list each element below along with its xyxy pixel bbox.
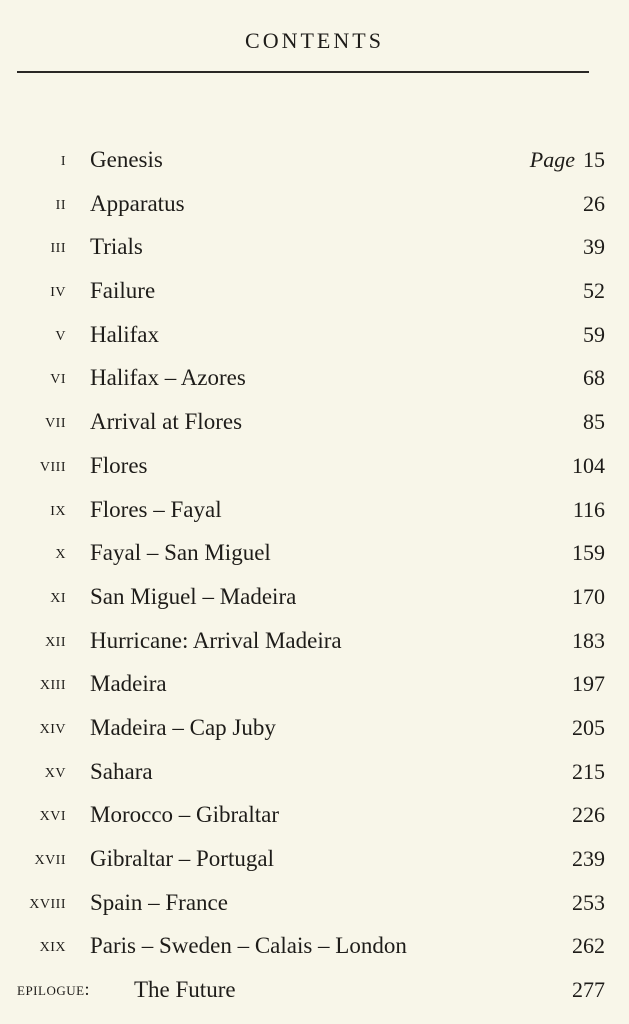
chapter-page-number: 170 [572,583,605,609]
chapter-entry-2 [0,182,629,226]
chapter-numeral: xiii [39,672,66,695]
chapter-entry-4 [0,269,629,313]
epilogue-page-number: 277 [572,977,605,1003]
chapter-title: Halifax [90,321,159,347]
chapter-title: Paris – Sweden – Calais – London [90,933,407,959]
chapter-entry-13 [0,662,629,706]
chapter-title: Gibraltar – Portugal [90,846,274,871]
chapter-numeral: xvi [39,803,66,826]
chapter-entry-12 [0,619,629,663]
chapter-title: Apparatus [90,190,185,216]
chapter-title: Failure [90,278,156,304]
chapter-page-number: 253 [572,889,605,915]
chapter-page-number: 197 [572,671,605,697]
chapter-title: Spain – France [90,889,228,915]
chapter-entry-17 [0,837,629,881]
chapter-page [530,138,605,182]
chapter-page-number: 104 [572,452,605,478]
chapter-numeral: vi [50,366,66,389]
chapter-title: Flores – Fayal [90,496,222,522]
epilogue-label: epilogue: [17,979,91,1000]
chapter-title: Sahara [90,758,153,784]
page-title: CONTENTS [245,28,384,53]
chapter-numeral: v [55,322,66,345]
chapter-page-number: 239 [572,846,605,871]
chapter-page-number: 68 [583,365,605,391]
chapter-numeral: iv [50,279,66,302]
chapter-title: Hurricane: Arrival Madeira [90,627,342,653]
chapter-numeral: xvii [34,847,66,869]
contents-list [0,138,629,1012]
chapter-numeral: iii [50,235,66,258]
chapter-title: Halifax – Azores [90,365,246,391]
chapter-page-number: 205 [572,714,605,740]
chapter-title: Genesis [90,147,163,172]
page-word: Page [529,147,575,172]
chapter-entry-18 [0,881,629,925]
chapter-numeral: xviii [29,890,66,913]
chapter-title: Madeira [90,671,167,697]
chapter-page-number: 262 [572,933,605,959]
chapter-title: Fayal – San Miguel [90,540,271,566]
chapter-entry-6 [0,356,629,400]
chapter-entry-15 [0,750,629,794]
chapter-numeral: viii [39,453,66,476]
chapter-page-number: 226 [572,802,605,828]
chapter-page-number: 15 [583,147,605,172]
epilogue-entry [0,968,629,1012]
chapter-numeral: xi [50,584,66,607]
title-rule [17,71,589,73]
chapter-title: Arrival at Flores [90,409,243,435]
chapter-entry-7 [0,400,629,444]
chapter-entry-3 [0,225,629,269]
chapter-title: Morocco – Gibraltar [90,802,280,828]
chapter-page-number: 183 [572,627,605,653]
chapter-page-number: 52 [583,278,605,304]
chapter-entry-1 [0,138,629,182]
chapter-numeral: ix [50,497,66,520]
chapter-title: Flores [90,452,148,478]
chapter-page-number: 26 [583,190,605,216]
chapter-page-number: 159 [572,540,605,566]
chapter-numeral: xiv [39,715,66,738]
chapter-entry-14 [0,706,629,750]
chapter-entry-9 [0,488,629,532]
chapter-title: Trials [90,234,143,260]
chapter-numeral: xix [39,934,66,957]
chapter-entry-5 [0,313,629,357]
chapter-numeral: xv [44,759,66,782]
chapter-numeral: x [55,541,66,564]
chapter-numeral: i [60,148,66,170]
chapter-entry-10 [0,531,629,575]
chapter-page-number: 215 [572,758,605,784]
chapter-page-number: 39 [583,234,605,260]
chapter-page-number: 85 [583,409,605,435]
chapter-title: Madeira – Cap Juby [90,714,276,740]
chapter-numeral: ii [55,191,66,214]
chapter-title: San Miguel – Madeira [90,583,297,609]
chapter-numeral: xii [45,628,66,651]
chapter-page-number: 116 [572,496,605,522]
chapter-entry-8 [0,444,629,488]
chapter-numeral: vii [45,410,66,433]
chapter-entry-11 [0,575,629,619]
chapter-entry-16 [0,793,629,837]
chapter-page-number: 59 [583,321,605,347]
epilogue-title: The Future [134,977,236,1003]
chapter-entry-19 [0,924,629,968]
